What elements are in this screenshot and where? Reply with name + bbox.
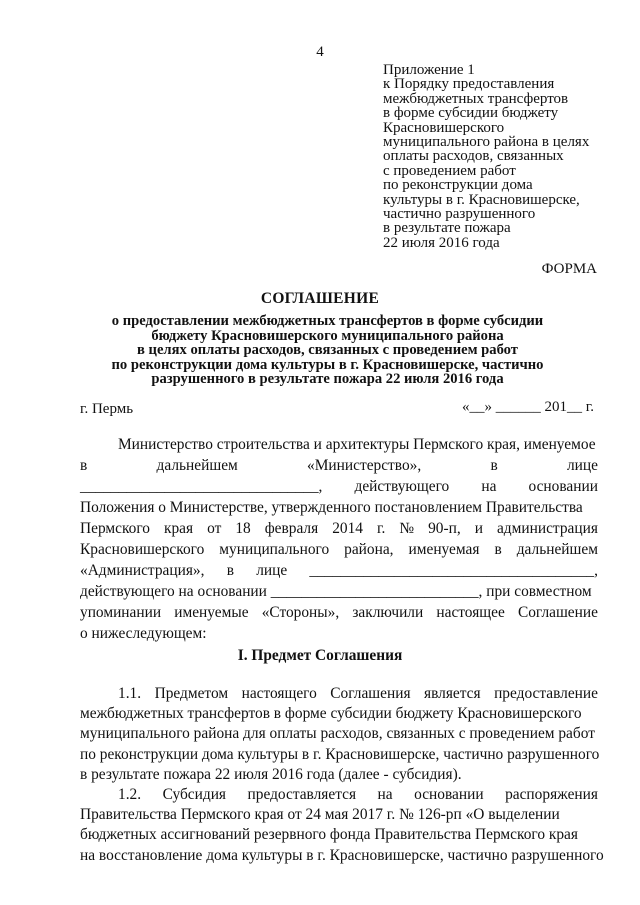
word: Предметом — [154, 685, 229, 702]
appendix-line: с проведением работ — [383, 162, 516, 179]
subtitle-line: о предоставлении межбюджетных трансфертов в форме субсидии — [111, 313, 544, 329]
text-line — [80, 785, 598, 805]
form-label: ФОРМА — [541, 261, 597, 277]
word: «Министерство», — [307, 457, 422, 474]
text-line: на восстановление дома культуры в г. Красновишерске, частично разрушенного — [80, 846, 604, 864]
word: 2014 — [332, 520, 363, 537]
appendix-line: к Порядку предоставления — [383, 76, 555, 93]
text-line: действующего на основании ___________________________, при совместном — [80, 583, 592, 600]
appendix-line: 22 июля 2016 года — [383, 234, 500, 251]
word: в — [226, 562, 234, 579]
word: 90-п, — [428, 520, 461, 537]
blank-field: _______________________________, — [80, 478, 323, 495]
word: № — [399, 520, 415, 537]
word: дальнейшем — [156, 457, 238, 474]
text-line — [80, 518, 598, 539]
word: лице — [567, 457, 598, 474]
appendix-line: по реконструкции дома — [383, 177, 533, 194]
appendix-line: в форме субсидии бюджету — [383, 105, 559, 122]
word: и — [474, 520, 483, 537]
subtitle-line: разрушенного в результате пожара 22 июля 2016 года — [151, 371, 504, 388]
text-line: Положения о Министерстве, утвержденного постановлением Правительства — [80, 499, 583, 516]
appendix-block — [383, 63, 623, 250]
word: муниципального — [219, 541, 330, 558]
text-line: Правительства Пермского края от 24 мая 2017 г. № 126-рп «О выделении — [80, 806, 560, 824]
appendix-line: оплаты расходов, связанных — [383, 148, 564, 165]
word: основании — [528, 478, 598, 495]
word: предоставляется — [247, 786, 357, 804]
text-line: межбюджетных трансфертов в форме субсидии бюджету Красновишерского — [80, 705, 582, 723]
text-line: о нижеследующем: — [80, 625, 207, 642]
word: действующего — [354, 478, 450, 495]
word: Соглашение — [517, 604, 598, 621]
subtitle-line: в целях оплаты расходов, связанных с проведением работ — [137, 342, 518, 359]
word: в — [494, 541, 502, 558]
word: Соглашения — [330, 685, 411, 702]
appendix-line: муниципального района в целях — [383, 134, 590, 151]
word: Субсидия — [162, 786, 227, 804]
clause-number: 1.2. — [118, 786, 142, 804]
word: Пермского — [80, 520, 150, 537]
text-line: муниципального района для оплаты расходов, связанных с проведением работ — [80, 725, 595, 743]
appendix-line: межбюджетных трансфертов — [383, 90, 569, 107]
appendix-line: Приложение 1 — [383, 62, 475, 78]
word: в — [80, 457, 88, 474]
word: февраля — [264, 520, 319, 537]
word: основании — [414, 786, 484, 804]
preamble-paragraph — [80, 434, 598, 644]
appendix-line: Красновишерского — [383, 119, 505, 136]
word: предоставление — [494, 685, 598, 702]
text-line — [80, 560, 598, 581]
word: «Стороны», — [261, 604, 340, 621]
word: дальнейшем — [516, 541, 598, 558]
text-line: бюджетных ассигнований резервного фонда Правительства Пермского края — [80, 826, 578, 844]
word: лице — [256, 562, 288, 579]
text-line — [80, 476, 598, 497]
document-subtitle — [60, 314, 595, 387]
word: настоящее — [436, 604, 505, 621]
document-title: СОГЛАШЕНИЕ — [260, 290, 380, 307]
date-blank: «__» ______ 201__ г. — [462, 399, 594, 415]
word: является — [424, 685, 481, 702]
subtitle-line: бюджету Красновишерского муниципального района — [151, 327, 504, 344]
text-line — [80, 684, 598, 704]
word: 18 — [235, 520, 251, 537]
word: именуемая — [408, 541, 480, 558]
clause-number: 1.1. — [118, 685, 142, 702]
appendix-line: в результате пожара — [383, 220, 511, 237]
section-title: I. Предмет Соглашения — [237, 647, 403, 664]
text-line: в результате пожара 22 июля 2016 года (далее - субсидия). — [80, 765, 462, 783]
word: края — [164, 520, 194, 537]
blank-field: _____________________________________, — [309, 562, 598, 579]
word: администрация — [496, 520, 598, 537]
word: от — [207, 520, 222, 537]
word: района, — [344, 541, 394, 558]
word: заключили — [352, 604, 424, 621]
city-label: г. Пермь — [80, 401, 134, 417]
word: именуемые — [174, 604, 249, 621]
appendix-line: культуры в г. Красновишерске, — [383, 191, 580, 208]
text-line: по реконструкции дома культуры в г. Красновишерске, частично разрушенного — [80, 745, 600, 763]
text-line — [80, 455, 598, 476]
word: г. — [376, 520, 386, 537]
text-line: Министерство строительства и архитектуры Пермского края, именуемое — [118, 436, 596, 453]
word: настоящего — [241, 685, 317, 702]
word: на — [481, 478, 497, 495]
appendix-line: частично разрушенного — [383, 206, 536, 223]
clauses — [80, 684, 604, 866]
subtitle-line: по реконструкции дома культуры в г. Красновишерске, частично — [111, 356, 544, 373]
word: Красновишерского — [80, 541, 205, 558]
word: «Администрация», — [80, 562, 205, 579]
word: в — [490, 457, 498, 474]
page-number: 4 — [316, 44, 324, 60]
word: на — [377, 786, 393, 804]
text-line — [80, 539, 598, 560]
text-line — [80, 602, 598, 623]
word: упоминании — [80, 604, 162, 621]
word: распоряжения — [505, 786, 598, 804]
